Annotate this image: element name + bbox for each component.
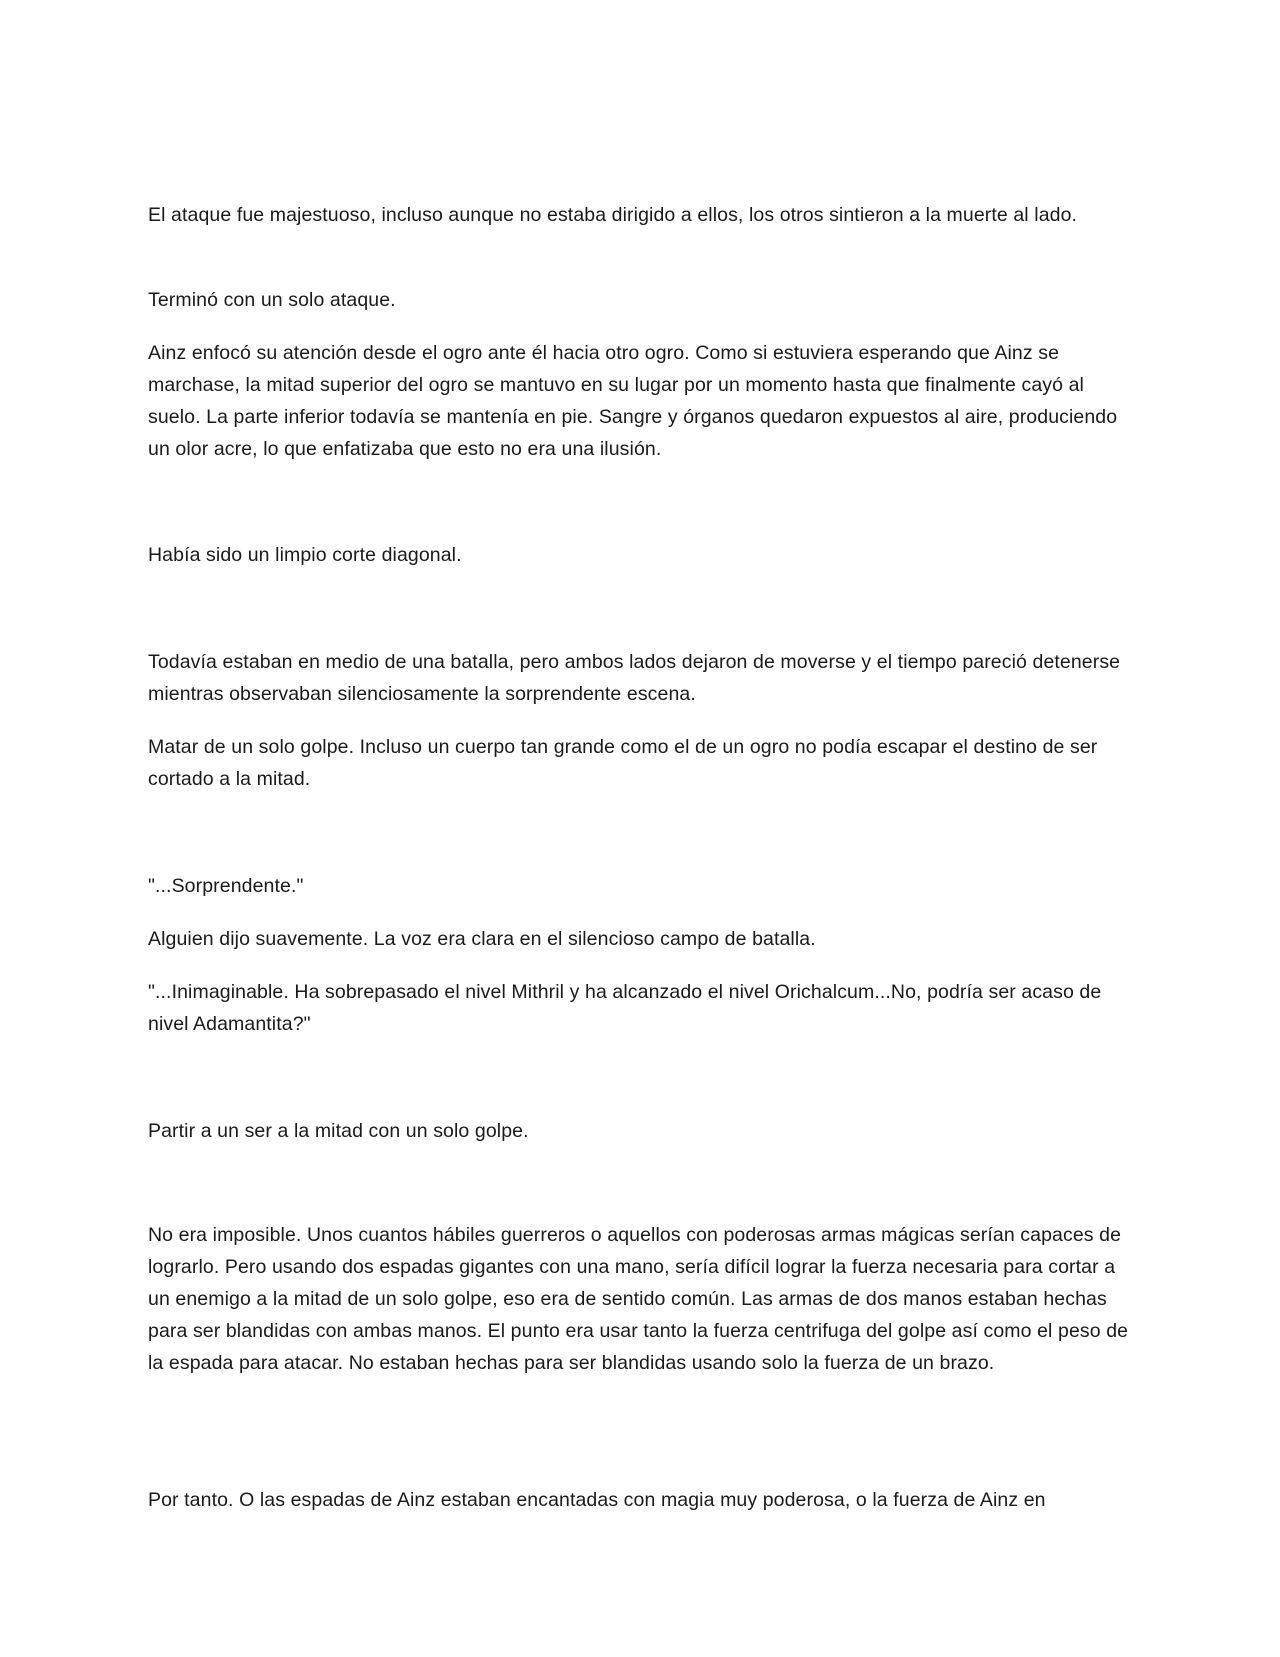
paragraph-4: Había sido un limpio corte diagonal. xyxy=(148,544,462,566)
paragraph-8: Alguien dijo suavemente. La voz era clara en el silencioso campo de batalla. xyxy=(148,928,816,950)
paragraph-1: El ataque fue majestuoso, incluso aunque no estaba dirigido a ellos, los otros sintieron a la muerte al lado. xyxy=(148,204,1078,226)
paragraph-12: Por tanto. O las espadas de Ainz estaban encantadas con magia muy poderosa, o la fuerza de Ainz en xyxy=(148,1489,1046,1511)
paragraph-10: Partir a un ser a la mitad con un solo golpe. xyxy=(148,1120,529,1142)
paragraph-11: No era imposible. Unos cuantos hábiles guerreros o aquellos con poderosas armas mágicas serían capaces de lograrlo. Pero usando dos espadas gigantes con una mano, sería difícil lograr la fuerza necesaria para cortar a un enemigo a la mitad de un solo golpe, eso era de sentido común. Las armas de dos manos estaban hechas para ser blandidas con ambas manos. El punto era usar tanto la fuerza centrifuga del golpe así como el peso de la espada para atacar. No estaban hechas para ser blandidas usando solo la fuerza de un brazo. xyxy=(148,1224,1129,1374)
paragraph-5: Todavía estaban en medio de una batalla, pero ambos lados dejaron de moverse y el tiempo pareció detenerse mientras observaban silenciosamente la sorprendente escena. xyxy=(148,651,1121,705)
paragraph-7: "...Sorprendente." xyxy=(148,875,304,897)
paragraph-9: "...Inimaginable. Ha sobrepasado el nivel Mithril y ha alcanzado el nivel Orichalcum...No, podría ser acaso de nivel Adamantita?" xyxy=(148,981,1102,1035)
paragraph-2: Terminó con un solo ataque. xyxy=(148,289,396,311)
paragraph-3: Ainz enfocó su atención desde el ogro ante él hacia otro ogro. Como si estuviera esperando que Ainz se marchase, la mitad superior del ogro se mantuvo en su lugar por un momento hasta que finalmente cayó al suelo. La parte inferior todavía se mantenía en pie. Sangre y órganos quedaron expuestos al aire, produciendo un olor acre, lo que enfatizaba que esto no era una ilusión. xyxy=(148,342,1118,460)
paragraph-6: Matar de un solo golpe. Incluso un cuerpo tan grande como el de un ogro no podía escapar el destino de ser cortado a la mitad. xyxy=(148,736,1098,790)
